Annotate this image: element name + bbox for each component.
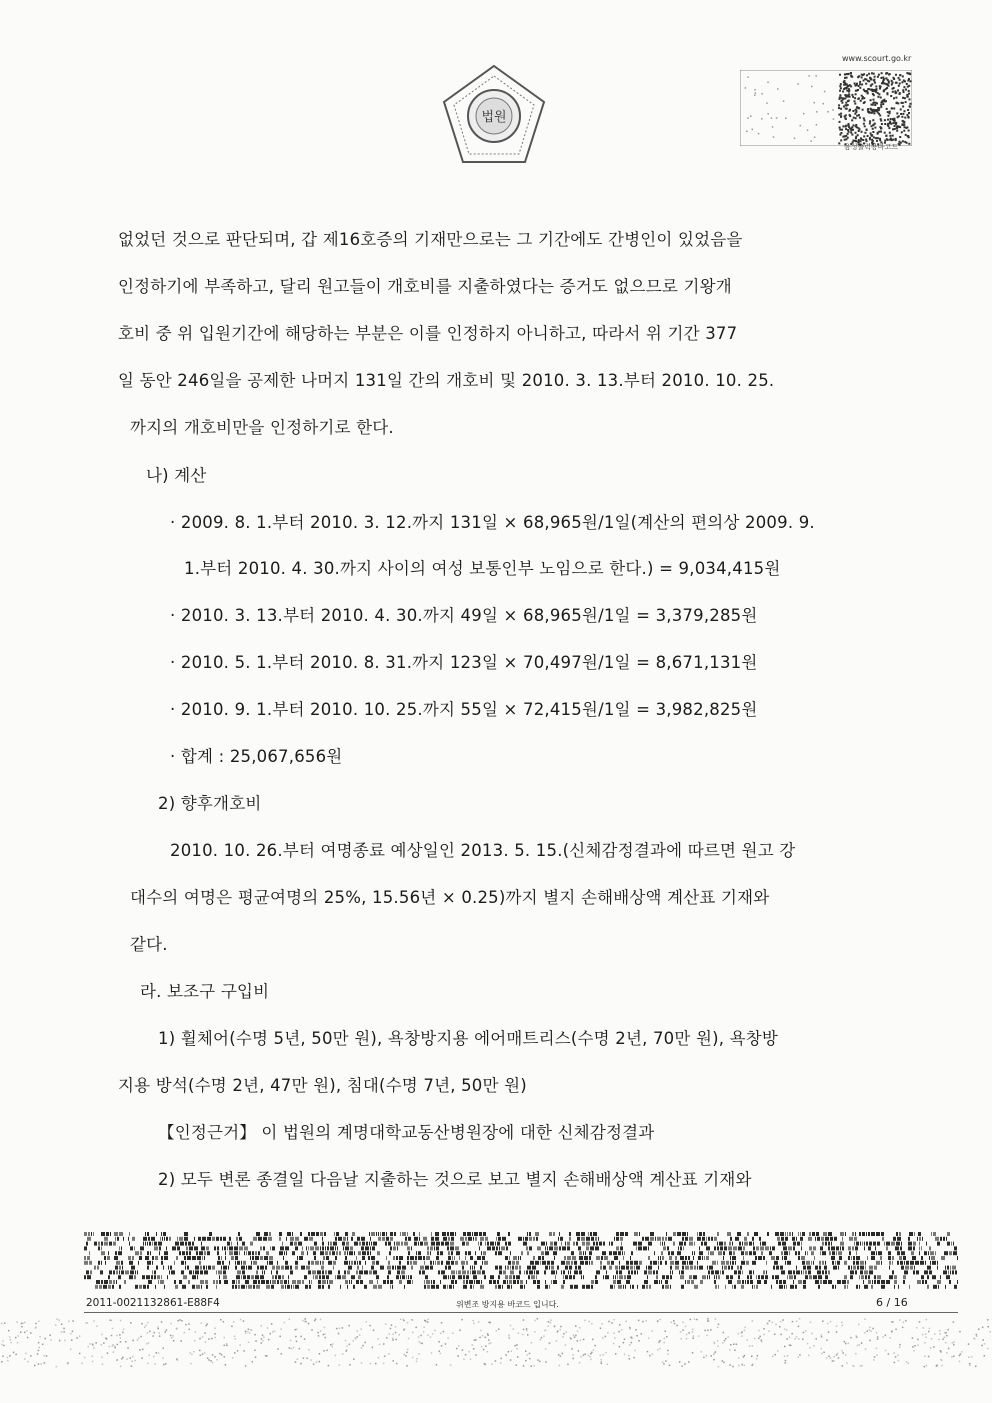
body-line: 없었던 것으로 판단되며, 갑 제16호증의 기재만으로는 그 기간에도 간병인이 있었음을 [118, 230, 743, 249]
calc-item-cont: 1.부터 2010. 4. 30.까지 사이의 여성 보통인부 노임으로 한다.) = 9,034,415원 [184, 559, 781, 578]
qr-url: www.scourt.go.kr [842, 54, 912, 63]
body-line: 일 동안 246일을 공제한 나머지 131일 간의 개호비 및 2010. 3. 13.부터 2010. 10. 25. [118, 371, 775, 390]
body-line: 지용 방석(수명 2년, 47만 원), 침대(수명 7년, 50만 원) [118, 1076, 527, 1095]
calc-item: · 2009. 8. 1.부터 2010. 3. 12.까지 131일 × 68,965원/1일(계산의 편의상 2009. 9. [170, 513, 815, 532]
calc-item: · 2010. 5. 1.부터 2010. 8. 31.까지 123일 × 70,497원/1일 = 8,671,131원 [170, 653, 758, 672]
section-heading: 라. 보조구 구입비 [140, 982, 270, 1001]
body-line: 호비 중 위 입원기간에 해당하는 부분은 이를 인정하지 아니하고, 따라서 위 기간 377 [118, 324, 738, 343]
section-heading: 2) 향후개호비 [158, 794, 262, 813]
body-line: 까지의 개호비만을 인정하기로 한다. [130, 418, 394, 437]
voice-output-barcode [740, 70, 912, 146]
anti-forgery-barcode [84, 1232, 958, 1290]
scan-noise [0, 1318, 992, 1368]
body-line: 2) 모두 변론 종결일 다음날 지출하는 것으로 보고 별지 손해배상액 계산표 기재와 [158, 1170, 752, 1189]
body-line: 1) 휠체어(수명 5년, 50만 원), 욕창방지용 에어매트리스(수명 2년, 70만 원), 욕창방 [158, 1029, 779, 1048]
body-line: 대수의 여명은 평균여명의 25%, 15.56년 × 0.25)까지 별지 손해배상액 계산표 기재와 [130, 888, 770, 907]
footer-divider [84, 1312, 958, 1313]
qr-caption: 음성출력용바코드 [844, 143, 899, 151]
seal-text: 법원 [481, 110, 507, 125]
body-line: 같다. [130, 935, 168, 954]
document-id: 2011-0021132861-E88F4 [86, 1297, 220, 1309]
section-heading: 나) 계산 [146, 466, 207, 485]
calc-item: · 2010. 9. 1.부터 2010. 10. 25.까지 55일 × 72,415원/1일 = 3,982,825원 [170, 700, 758, 719]
calc-item: · 2010. 3. 13.부터 2010. 4. 30.까지 49일 × 68,965원/1일 = 3,379,285원 [170, 606, 758, 625]
court-seal [440, 62, 548, 170]
body-line: 인정하기에 부족하고, 달리 원고들이 개호비를 지출하였다는 증거도 없으므로 기왕개 [118, 277, 732, 296]
body-line: 2010. 10. 26.부터 여명종료 예상일인 2013. 5. 15.(신체감정결과에 따르면 원고 강 [170, 841, 796, 860]
calc-total: · 합계 : 25,067,656원 [170, 747, 343, 766]
page-number: 6 / 16 [876, 1296, 908, 1309]
evidence-basis: 【인정근거】 이 법원의 계명대학교동산병원장에 대한 신체감정결과 [158, 1123, 655, 1142]
barcode-notice: 위변조 방지용 바코드 입니다. [456, 1300, 559, 1309]
